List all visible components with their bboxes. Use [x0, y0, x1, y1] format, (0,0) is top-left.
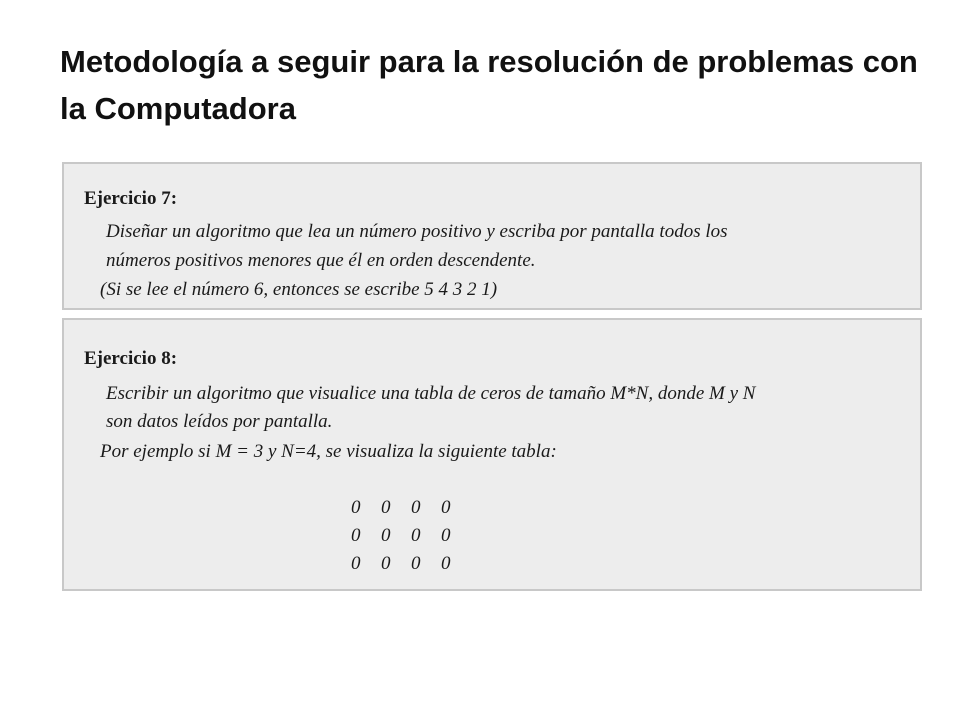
table-cell: 0 — [381, 552, 391, 574]
exercise-8-line-2: son datos leídos por pantalla. — [106, 411, 333, 432]
exercise-7-example: (Si se lee el número 6, entonces se escribe 5 4 3 2 1) — [100, 279, 498, 300]
exercise-8-box — [62, 318, 922, 591]
exercise-8-line-1: Escribir un algoritmo que visualice una tabla de ceros de tamaño M*N, donde M y N — [106, 383, 756, 404]
table-cell: 0 — [351, 524, 361, 546]
table-cell: 0 — [441, 552, 451, 574]
table-cell: 0 — [411, 524, 421, 546]
exercise-7-line-2: números positivos menores que él en orden descendente. — [106, 250, 536, 271]
exercise-8-heading: Ejercicio 8: — [84, 348, 178, 369]
table-cell: 0 — [411, 496, 421, 518]
table-cell: 0 — [441, 496, 451, 518]
table-cell: 0 — [381, 496, 391, 518]
table-row — [351, 551, 471, 579]
table-cell: 0 — [351, 496, 361, 518]
table-row — [351, 523, 471, 551]
exercise-8-example: Por ejemplo si M = 3 y N=4, se visualiza la siguiente tabla: — [100, 441, 557, 462]
exercise-7-heading: Ejercicio 7: — [84, 188, 178, 209]
slide-title: Metodología a seguir para la resolución de problemas con la Computadora — [60, 44, 918, 126]
zero-table — [351, 495, 471, 579]
exercise-7-box — [62, 162, 922, 310]
table-cell: 0 — [411, 552, 421, 574]
table-row — [351, 495, 471, 523]
table-cell: 0 — [441, 524, 451, 546]
table-cell: 0 — [351, 552, 361, 574]
exercise-7-line-1: Diseñar un algoritmo que lea un número positivo y escriba por pantalla todos los — [106, 221, 728, 242]
table-cell: 0 — [381, 524, 391, 546]
